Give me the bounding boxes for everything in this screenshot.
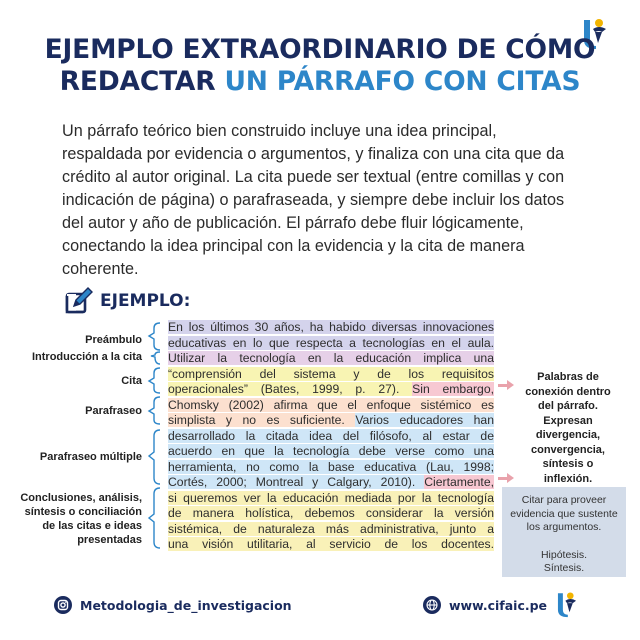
paragraph-segment-mult: Varios educadores han [355,413,494,427]
intro-line: del autor y año de publicación. El párrafo debe fluir lógicamente, [62,214,524,232]
paragraph-segment-cita: operacionales” (Bates, 1999, p. 27). [168,382,413,396]
paragraph-segment-cita: “comprensión del sistema y de los requisitos [168,366,494,381]
website-link[interactable] [423,596,547,614]
example-heading [64,286,190,316]
connector-note-line: Palabras de [537,371,599,383]
example-label: EJEMPLO: [100,291,191,311]
paragraph-segment-mult: acuerdo en que la tecnología debe verse como una [168,444,494,458]
connector-note-line: del párrafo. [538,400,598,412]
paragraph-segment-pre: educativas en lo que respecta a tecnologías en el aula. [168,335,494,350]
paragraph-line [168,460,494,476]
website-url: www.cifaic.pe [449,597,548,613]
box-line: los argumentos. [526,521,602,533]
paragraph-segment-par: Chomsky (2002) afirma que el enfoque sistémico es [168,397,494,412]
paragraph-line [168,413,494,429]
paragraph-segment-red: Sin embargo, [412,382,494,396]
cifaic-logo-icon [556,590,578,618]
box-line: evidencia que sustente [510,507,618,520]
instagram-icon [54,596,72,614]
pencil-square-icon [64,286,94,316]
bracket-conclusiones [149,488,160,548]
paragraph-segment-par: simplista y no es suficiente. [168,413,356,427]
instagram-link[interactable] [54,596,292,614]
paragraph-line [168,351,494,367]
title-line-1: EJEMPLO EXTRAORDINARIO DE CÓMO [44,34,596,65]
paragraph-line [168,367,494,383]
arrow-connector-2 [498,477,508,480]
connector-note-line: síntesis o [542,458,594,470]
bracket-preambulo [149,323,160,350]
paragraph-segment-mult: herramienta, no como la base educativa (Lau, 1998; [168,459,494,474]
paragraph-segment-conc: una visión utilitaria, al servicio de los docentes. [168,537,494,551]
label-parafraseo: Parafraseo [85,405,142,417]
connector-note-line: Expresan [543,414,593,427]
paragraph-segment-intro: Utilizar la tecnología en la educación implica una [168,351,494,365]
intro-line: conectando la idea principal con la evidencia y la cita de manera [62,237,525,255]
example-paragraph [168,320,494,553]
bracket-cita [149,368,160,393]
box-line: Hipótesis. [540,548,588,561]
connector-note-line: inflexión. [543,472,593,485]
paragraph-line [168,336,494,352]
paragraph-segment-red: Ciertamente, [424,475,494,489]
title-line-2 [0,66,640,98]
intro-line: Un párrafo teórico bien construido incluye una idea principal, [62,122,497,140]
bracket-parafraseo [149,397,160,424]
label-conclusiones-4: presentadas [77,534,142,546]
label-conclusiones-2: síntesis o conciliación [24,506,142,518]
footer [0,588,640,622]
intro-paragraph [62,120,602,281]
intro-line: respaldada por evidencia o argumentos, y finaliza con una cita que da [62,145,565,163]
label-introduccion: Introducción a la cita [31,351,142,363]
title-line-2-dark: REDACTAR [59,66,225,97]
label-parafraseo-multiple: Parafraseo múltiple [39,451,142,463]
label-conclusiones-3: de las citas e ideas [42,520,142,532]
paragraph-segment-conc: sistémica, de naturaleza más administrativa, junto a [168,521,494,536]
connector-note-line: divergencia, [535,429,601,441]
connector-note [510,370,626,486]
bracket-introduccion [151,352,160,364]
globe-icon [423,596,441,614]
label-preambulo: Preámbulo [85,334,142,346]
paragraph-line [168,491,494,507]
label-cita: Cita [121,375,142,387]
paragraph-line [168,537,494,553]
paragraph-line [168,522,494,538]
bracket-parafraseo-multiple [149,430,160,484]
intro-line: coherente. [62,260,139,278]
arrow-connector-1 [498,384,508,387]
paragraph-line [168,444,494,460]
paragraph-line [168,320,494,336]
paragraph-segment-conc: si queremos ver la educación mediada por la tecnología [168,490,494,505]
box-line: Síntesis. [543,562,585,574]
title-line-2-highlight: UN PÁRRAFO CON CITAS [224,66,581,97]
paragraph-segment-mult: desarrollado la citada idea del filósofo, al estar de [168,428,494,443]
paragraph-line [168,475,494,491]
instagram-handle: Metodologia_de_investigacion [80,597,292,613]
intro-line: crédito al autor original. La cita puede ser textual (entre comillas y con [62,168,565,186]
box-line: Citar para proveer [521,494,607,506]
paragraph-segment-mult: Cortés, 2000; Montreal y Calgary, 2010). [168,475,425,489]
connector-note-line: convergencia, [531,443,605,456]
citation-note-box [502,487,626,577]
label-conclusiones-1: Conclusiones, análisis, [20,492,142,504]
paragraph-segment-conc: de manera holística, debemos considerar la versión [168,506,494,520]
paragraph-line [168,382,494,398]
paragraph-segment-pre: En los últimos 30 años, ha habido diversas innovaciones [168,320,494,334]
paragraph-line [168,506,494,522]
paragraph-line [168,429,494,445]
intro-line: indicación de página) o parafraseada, y siempre debe incluir los datos [62,191,565,209]
connector-note-line: conexión dentro [525,385,611,398]
page-title [0,34,640,98]
paragraph-line [168,398,494,414]
